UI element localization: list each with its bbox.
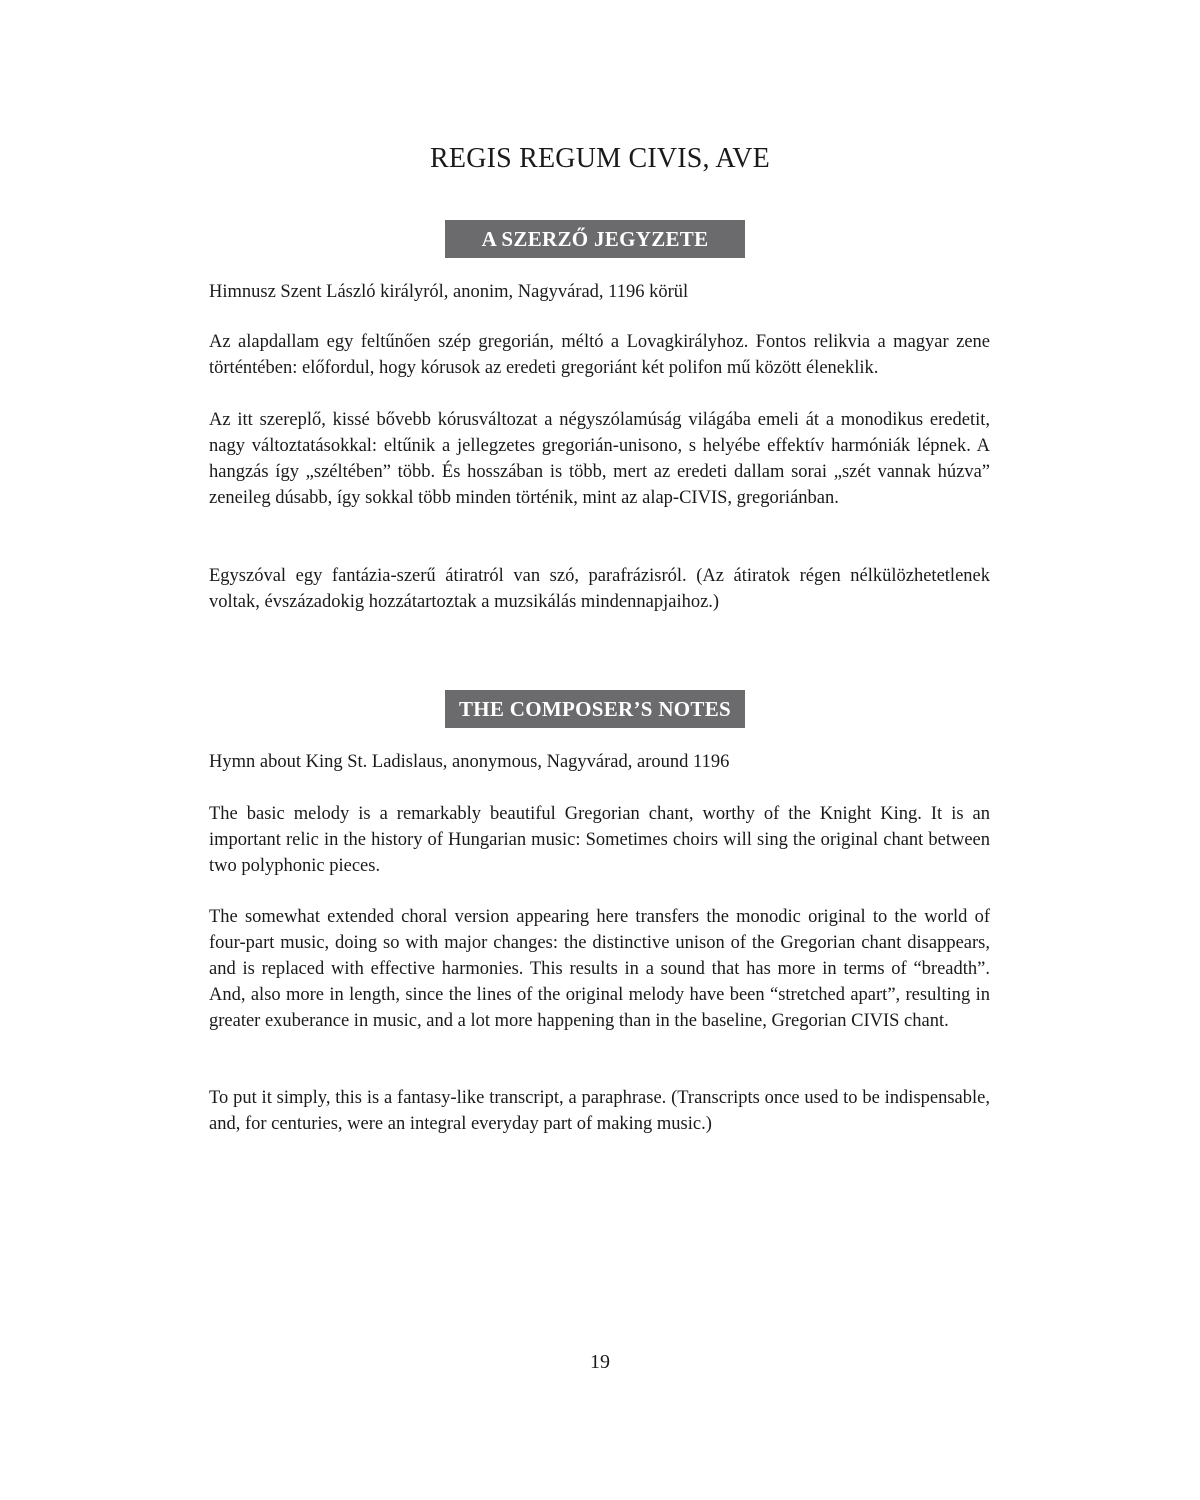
english-paragraph-3: To put it simply, this is a fantasy-like transcript, a paraphrase. (Transcripts once used to be indispensable, and, for centuries, were an integral everyday part of making music.)	[209, 1088, 990, 1134]
hungarian-paragraph-3: Egyszóval egy fantázia-szerű átiratról van szó, parafrázisról. (Az átiratok régen nélkülözhetetlenek voltak, évszázadokig hozzátartoztak a muzsikálás mindennapjaihoz.)	[209, 566, 990, 612]
section-heading-english: THE COMPOSER’S NOTES	[445, 690, 745, 728]
page-title: REGIS REGUM CIVIS, AVE	[430, 143, 770, 174]
page-number: 19	[590, 1351, 610, 1373]
english-paragraph-2: The somewhat extended choral version appearing here transfers the monodic original to the world of four-part music, doing so with major changes: the distinctive unison of the Gregorian chant disappears, and is replaced with effective harmonies. This results in a sound that has more in terms of “breadth”. And, also more in length, since the lines of the original melody have been “stretched apart”, resulting in greater exuberance in music, and a lot more happening than in the baseline, Gregorian CIVIS chant.	[209, 907, 990, 1031]
hungarian-paragraph-1: Az alapdallam egy feltűnően szép gregorián, méltó a Lovagkirályhoz. Fontos relikvia a magyar zene történtében: előfordul, hogy kórusok az eredeti gregoriánt két polifon mű között éleneklik.	[209, 332, 990, 378]
english-paragraph-1: The basic melody is a remarkably beautiful Gregorian chant, worthy of the Knight King. It is an important relic in the history of Hungarian music: Sometimes choirs will sing the original chant between two polyphonic pieces.	[209, 804, 990, 876]
hungarian-subtitle: Himnusz Szent László királyról, anonim, Nagyvárad, 1196 körül	[209, 282, 689, 302]
english-subtitle: Hymn about King St. Ladislaus, anonymous, Nagyvárad, around 1196	[209, 752, 730, 772]
hungarian-paragraph-2: Az itt szereplő, kissé bővebb kórusváltozat a négyszólamúság világába emeli át a monodikus eredetit, nagy változtatásokkal: eltűnik a jellegzetes gregorián-unisono, s helyébe effektív harmóniák lépnek. A hangzás így „széltében” több. És hosszában is több, mert az eredeti dallam sorai „szét vannak húzva” zeneileg dúsabb, így sokkal több minden történik, mint az alap-CIVIS, gregoriánban.	[209, 410, 990, 508]
section-heading-hungarian: A SZERZŐ JEGYZETE	[445, 220, 745, 258]
